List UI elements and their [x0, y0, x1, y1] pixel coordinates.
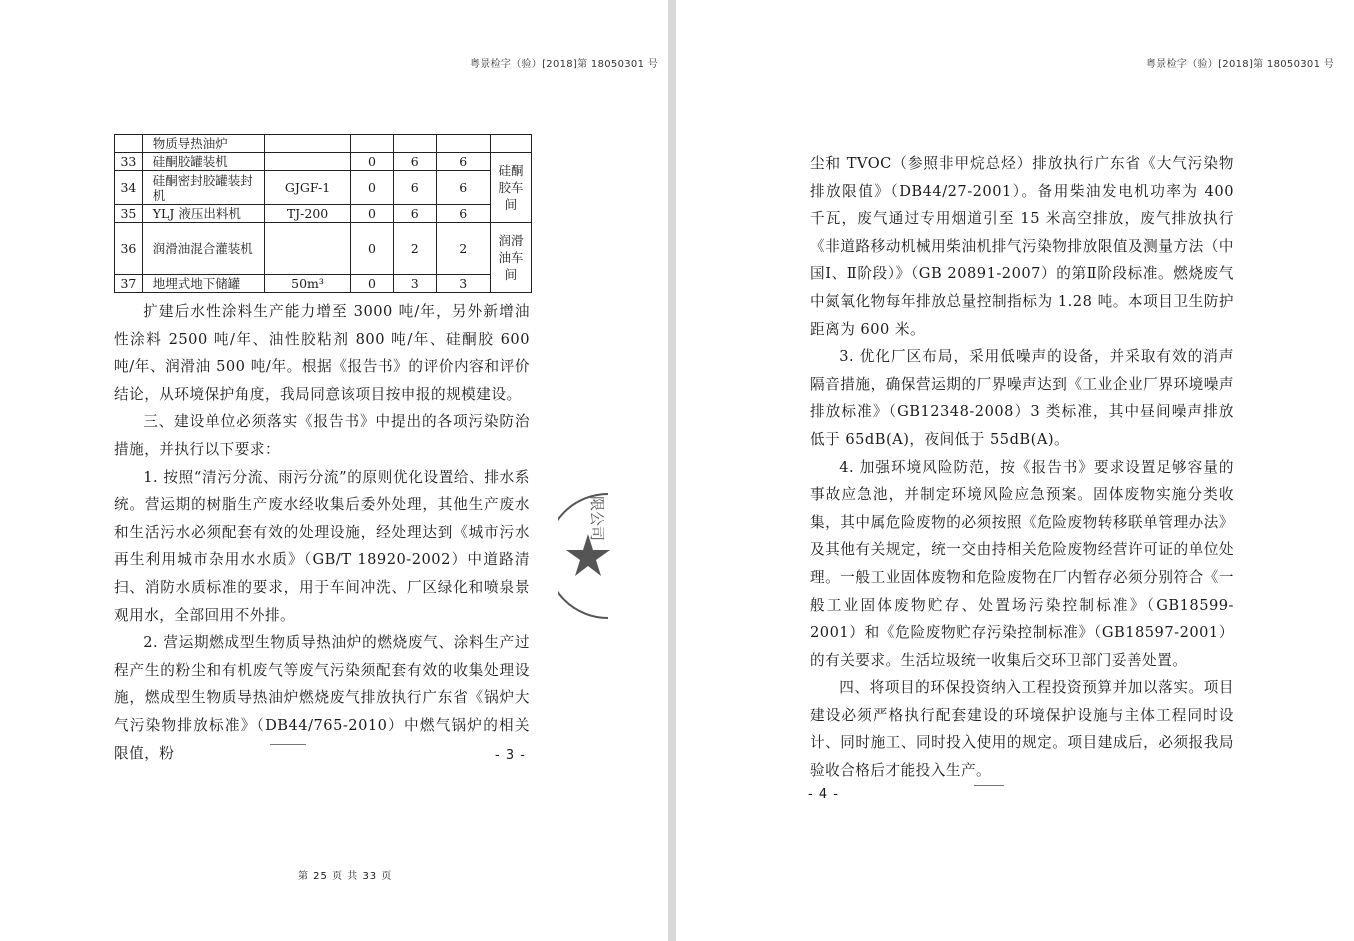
scan-mark — [974, 785, 1004, 786]
page-number: - 3 - — [495, 748, 526, 763]
table-cell-value: 0 — [351, 275, 394, 293]
paragraph: 2. 营运期燃成型生物质导热油炉的燃烧废气、涂料生产过程产生的粉尘和有机废气等废气污染须配套有效的收集处理设施，燃成型生物质导热油炉燃烧废气排放执行广东省《锅炉大气污染物排放标准》（DB44/765-2010）中燃气锅炉的相关限值，粉 — [114, 634, 530, 762]
table-cell-name: 地埋式地下储罐 — [142, 275, 264, 293]
table-cell-model — [264, 223, 350, 275]
paragraph: 扩建后水性涂料生产能力增至 3000 吨/年，另外新增油性涂料 2500 吨/年、油性胶粘剂 800 吨/年、硅酮胶 600 吨/年、润滑油 500 吨/年。根据《报告书》的评价内容和评价结论，从环境保护角度，我局同意该项目按申报的规模建设。 — [114, 303, 530, 403]
table-cell-value: 2 — [393, 223, 436, 275]
table-cell-no: 34 — [115, 171, 143, 205]
table-cell-no — [115, 135, 143, 153]
table-cell-value: 6 — [436, 153, 490, 171]
table-cell-name: 硅酮胶罐装机 — [142, 153, 264, 171]
official-seal-stamp — [558, 490, 614, 622]
table-cell-value: 0 — [351, 153, 394, 171]
paragraph: 尘和 TVOC（参照非甲烷总烃）排放执行广东省《大气污染物排放限值》（DB44/27-2001）。备用柴油发电机功率为 400 千瓦，废气通过专用烟道引至 15 米高空排放，废气排放执行《非道路移动机械用柴油机排气污染物排放限值及测量方法（中国Ⅰ、Ⅱ阶段）》（GB 20891-2007）的第Ⅱ阶段标准。燃烧废气中氮氧化物每年排放总量控制指标为 1.28 吨。本项目卫生防护距离为 600 米。 — [810, 155, 1234, 338]
paragraph: 四、将项目的环保投资纳入工程投资预算并加以落实。项目建设必须严格执行配套建设的环境保护设施与主体工程同时设计、同时施工、同时投入使用的规定。项目建成后，必须报我局验收合格后才能投入生产。 — [810, 679, 1234, 780]
paragraph: 三、建设单位必须落实《报告书》中提出的各项污染防治措施，并执行以下要求： — [114, 413, 530, 458]
table-cell-model: 50m³ — [264, 275, 350, 293]
page-count-footer: 第 25 页 共 33 页 — [298, 871, 393, 882]
right-body-text — [810, 150, 1234, 785]
table-cell-workshop — [490, 135, 531, 153]
seal-text: 限公司 — [588, 496, 606, 542]
table-cell-workshop-lube: 润滑油车间 — [490, 223, 531, 293]
table-cell-value: 6 — [393, 153, 436, 171]
paragraph: 4. 加强环境风险防范，按《报告书》要求设置足够容量的事故应急池，并制定环境风险应急预案。固体废物实施分类收集，其中属危险废物的必须按照《危险废物转移联单管理办法》及其他有关规定，统一交由持相关危险废物经营许可证的单位处理。一般工业固体废物和危险废物在厂内暂存必须分别符合《一般工业固体废物贮存、处置场污染控制标准》（GB18599-2001）和《危险废物贮存污染控制标准》（GB18597-2001）的有关要求。生活垃圾统一收集后交环卫部门妥善处置。 — [810, 458, 1234, 669]
table-cell-name: 硅酮密封胶罐装封机 — [142, 171, 264, 205]
table-cell-value: 6 — [436, 205, 490, 223]
document-page-left — [0, 0, 668, 941]
report-reference-number: 粤景检字（验）[2018]第 18050301 号 — [470, 59, 659, 70]
table-cell-value: 0 — [351, 223, 394, 275]
table-row — [115, 153, 532, 171]
report-reference-number: 粤景检字（验）[2018]第 18050301 号 — [1146, 59, 1335, 70]
table-cell-workshop-silicone: 硅酮胶车间 — [490, 153, 531, 223]
paragraph: 3. 优化厂区布局，采用低噪声的设备，并采取有效的消声隔音措施，确保营运期的厂界噪声达到《工业企业厂界环境噪声排放标准》（GB12348-2008）3 类标准，其中昼间噪声排放低于 65dB(A)，夜间低于 55dB(A)。 — [810, 348, 1234, 448]
table-cell-no: 33 — [115, 153, 143, 171]
table-cell-value: 6 — [436, 171, 490, 205]
table-cell-value: 0 — [351, 205, 394, 223]
table-cell-model: GJGF-1 — [264, 171, 350, 205]
table-cell-name: 润滑油混合灌装机 — [142, 223, 264, 275]
table-cell-no: 35 — [115, 205, 143, 223]
table-cell-no: 37 — [115, 275, 143, 293]
table-cell-model: TJ-200 — [264, 205, 350, 223]
table-cell-value — [393, 135, 436, 153]
scan-mark — [270, 744, 306, 745]
table-cell-value: 3 — [436, 275, 490, 293]
table-cell-no: 36 — [115, 223, 143, 275]
table-cell-model — [264, 135, 350, 153]
table-cell-value — [436, 135, 490, 153]
page-gutter — [668, 0, 676, 941]
table-cell-value: 6 — [393, 171, 436, 205]
table-cell-name: YLJ 液压出料机 — [142, 205, 264, 223]
left-body-text — [114, 298, 530, 767]
paragraph: 1. 按照“清污分流、雨污分流”的原则优化设置给、排水系统。营运期的树脂生产废水经收集后委外处理，其他生产废水和生活污水必须配套有效的处理设施，经处理达到《城市污水再生利用城市杂用水水质》（GB/T 18920-2002）中道路清扫、消防水质标准的要求，用于车间冲洗、厂区绿化和喷泉景观用水，全部回用不外排。 — [114, 468, 530, 624]
table-cell-model — [264, 153, 350, 171]
table-row — [115, 275, 532, 293]
table-cell-name: 物质导热油炉 — [142, 135, 264, 153]
table-row — [115, 223, 532, 275]
table-cell-value: 3 — [393, 275, 436, 293]
equipment-table — [114, 134, 532, 293]
document-page-right — [676, 0, 1354, 941]
table-cell-value: 2 — [436, 223, 490, 275]
table-row — [115, 135, 532, 153]
table-cell-value: 6 — [393, 205, 436, 223]
table-row — [115, 171, 532, 205]
table-cell-value: 0 — [351, 171, 394, 205]
table-cell-value — [351, 135, 394, 153]
page-number: - 4 - — [808, 787, 839, 802]
table-row — [115, 205, 532, 223]
